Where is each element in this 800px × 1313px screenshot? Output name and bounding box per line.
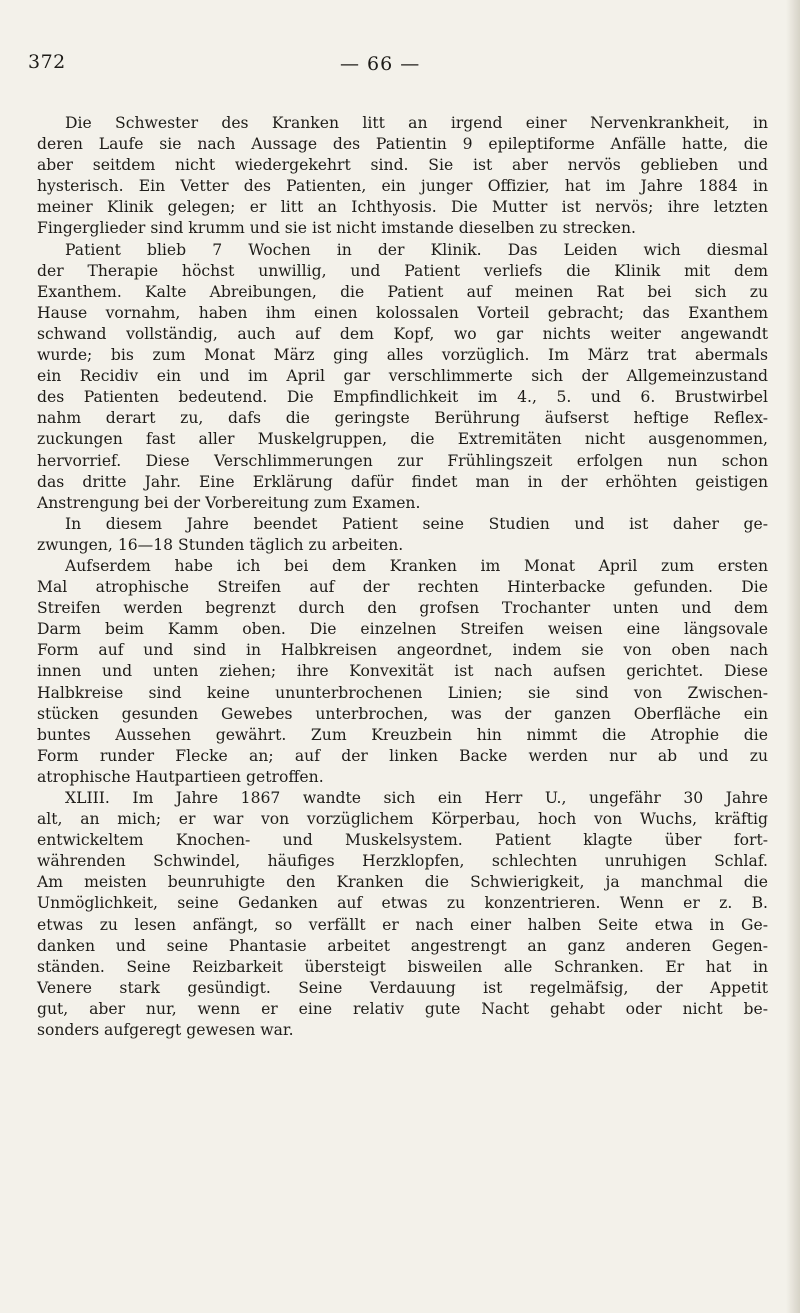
- text-line: der Therapie höchst unwillig, und Patient verliefs die Klinik mit dem: [37, 261, 768, 280]
- text-line: Anstrengung bei der Vorbereitung zum Examen.: [37, 493, 421, 512]
- text-line: Patient blieb 7 Wochen in der Klinik. Das Leiden wich diesmal: [65, 240, 768, 259]
- text-line: Unmöglichkeit, seine Gedanken auf etwas zu konzentrieren. Wenn er z. B.: [37, 894, 768, 913]
- text-line: zuckungen fast aller Muskelgruppen, die Extremitäten nicht ausgenommen,: [37, 430, 768, 449]
- text-line: wurde; bis zum Monat März ging alles vorzüglich. Im März trat abermals: [37, 346, 768, 365]
- text-line: Fingerglieder sind krumm und sie ist nicht imstande dieselben zu strecken.: [37, 219, 636, 238]
- text-line: Venere stark gesündigt. Seine Verdauung ist regelmäfsig, der Appetit: [37, 978, 768, 997]
- text-line: entwickeltem Knochen- und Muskelsystem. Patient klagte über fort-: [37, 831, 768, 850]
- text-line: Hause vornahm, haben ihm einen kolossalen Vorteil gebracht; das Exanthem: [37, 303, 768, 322]
- text-line: Exanthem. Kalte Abreibungen, die Patient auf meinen Rat bei sich zu: [37, 282, 768, 301]
- text-line: Form runder Flecke an; auf der linken Backe werden nur ab und zu: [37, 746, 768, 765]
- text-line: buntes Aussehen gewährt. Zum Kreuzbein hin nimmt die Atrophie die: [37, 725, 768, 744]
- body-text: [37, 113, 768, 1041]
- text-line: das dritte Jahr. Eine Erklärung dafür findet man in der erhöhten geistigen: [37, 472, 768, 491]
- text-line: ständen. Seine Reizbarkeit übersteigt bisweilen alle Schranken. Er hat in: [37, 957, 768, 976]
- text-line: meiner Klinik gelegen; er litt an Ichthyosis. Die Mutter ist nervös; ihre letzten: [37, 198, 768, 217]
- text-line: In diesem Jahre beendet Patient seine Studien und ist daher ge-: [65, 514, 768, 533]
- text-line: Halbkreise sind keine ununterbrochenen Linien; sie sind von Zwischen-: [37, 683, 768, 702]
- text-line: nahm derart zu, dafs die geringste Berührung äufserst heftige Reflex-: [37, 409, 768, 428]
- text-line: Streifen werden begrenzt durch den grofsen Trochanter unten und dem: [37, 599, 768, 618]
- text-line: Form auf und sind in Halbkreisen angeordnet, indem sie von oben nach: [37, 641, 768, 660]
- text-line: zwungen, 16—18 Stunden täglich zu arbeiten.: [37, 535, 404, 554]
- text-line: gut, aber nur, wenn er eine relativ gute Nacht gehabt oder nicht be-: [37, 999, 768, 1018]
- text-line: hervorrief. Diese Verschlimmerungen zur Frühlingszeit erfolgen nun schon: [37, 451, 768, 470]
- text-line: danken und seine Phantasie arbeitet angestrengt an ganz anderen Gegen-: [37, 936, 768, 955]
- text-line: stücken gesunden Gewebes unterbrochen, was der ganzen Oberfläche ein: [37, 704, 768, 723]
- text-line: XLIII. Im Jahre 1867 wandte sich ein Herr U., ungefähr 30 Jahre: [65, 789, 768, 807]
- page-number: 372: [28, 51, 66, 73]
- text-line: des Patienten bedeutend. Die Empfindlichkeit im 4., 5. und 6. Brustwirbel: [37, 388, 768, 407]
- text-line: sonders aufgeregt gewesen war.: [37, 1021, 294, 1040]
- text-line: innen und unten ziehen; ihre Konvexität ist nach aufsen gerichtet. Diese: [37, 662, 768, 681]
- text-line: währenden Schwindel, häufiges Herzklopfen, schlechten unruhigen Schlaf.: [37, 852, 768, 871]
- text-line: aber seitdem nicht wiedergekehrt sind. Sie ist aber nervös geblieben und: [37, 156, 768, 175]
- page-edge-shadow: [786, 0, 800, 1313]
- running-head: — 66 —: [340, 53, 421, 75]
- text-line: atrophische Hautpartieen getroffen.: [37, 767, 324, 786]
- text-line: Aufserdem habe ich bei dem Kranken im Monat April zum ersten: [65, 556, 768, 575]
- text-line: Die Schwester des Kranken litt an irgend einer Nervenkrankheit, in: [65, 114, 768, 132]
- text-line: hysterisch. Ein Vetter des Patienten, ein junger Offizier, hat im Jahre 1884 in: [37, 177, 768, 196]
- text-line: alt, an mich; er war von vorzüglichem Körperbau, hoch von Wuchs, kräftig: [37, 810, 768, 829]
- text-line: Am meisten beunruhigte den Kranken die Schwierigkeit, ja manchmal die: [37, 873, 768, 892]
- text-line: Darm beim Kamm oben. Die einzelnen Streifen weisen eine längsovale: [37, 620, 768, 639]
- text-line: ein Recidiv ein und im April gar verschlimmerte sich der Allgemeinzustand: [37, 367, 768, 386]
- text-line: Mal atrophische Streifen auf der rechten Hinterbacke gefunden. Die: [37, 578, 768, 597]
- text-line: etwas zu lesen anfängt, so verfällt er nach einer halben Seite etwa in Ge-: [37, 915, 768, 934]
- text-line: deren Laufe sie nach Aussage des Patientin 9 epileptiforme Anfälle hatte, die: [37, 135, 768, 154]
- text-line: schwand vollständig, auch auf dem Kopf, wo gar nichts weiter angewandt: [37, 324, 768, 343]
